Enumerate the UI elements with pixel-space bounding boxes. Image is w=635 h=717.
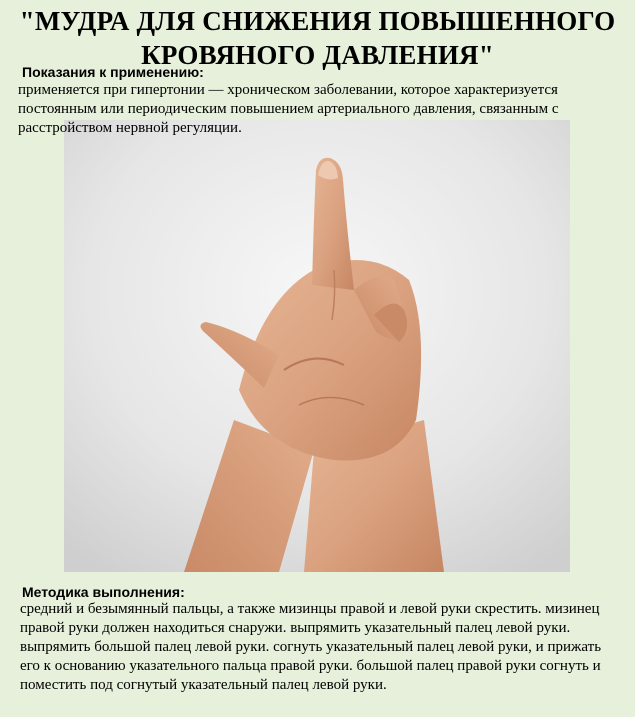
indications-heading: Показания к применению: — [22, 64, 204, 80]
indications-text: применяется при гипертонии — хроническом заболевании, которое характеризуется постоянным или периодическим повышением артериального давления, связанным с расстройством нервной регуляции. — [18, 82, 559, 136]
method-text: средний и безымянный пальцы, а также мизинцы правой и левой руки скрестить. мизинец правой руки должен находиться снаружи. выпрямить указательный палец левой руки. выпрямить большой палец левой руки. согнуть указательный палец левой руки, и прижать его к основанию указательного пальца правой руки. большой палец правой руки согнуть и поместить под согнутый указательный палец левой руки. — [20, 601, 602, 693]
title-line-2: КРОВЯНОГО ДАВЛЕНИЯ" — [141, 40, 494, 70]
hands-mudra-photo — [64, 120, 570, 572]
title-line-1: "МУДРА ДЛЯ СНИЖЕНИЯ ПОВЫШЕННОГО — [19, 6, 616, 36]
page-title — [0, 4, 635, 72]
method-heading: Методика выполнения: — [22, 584, 185, 600]
